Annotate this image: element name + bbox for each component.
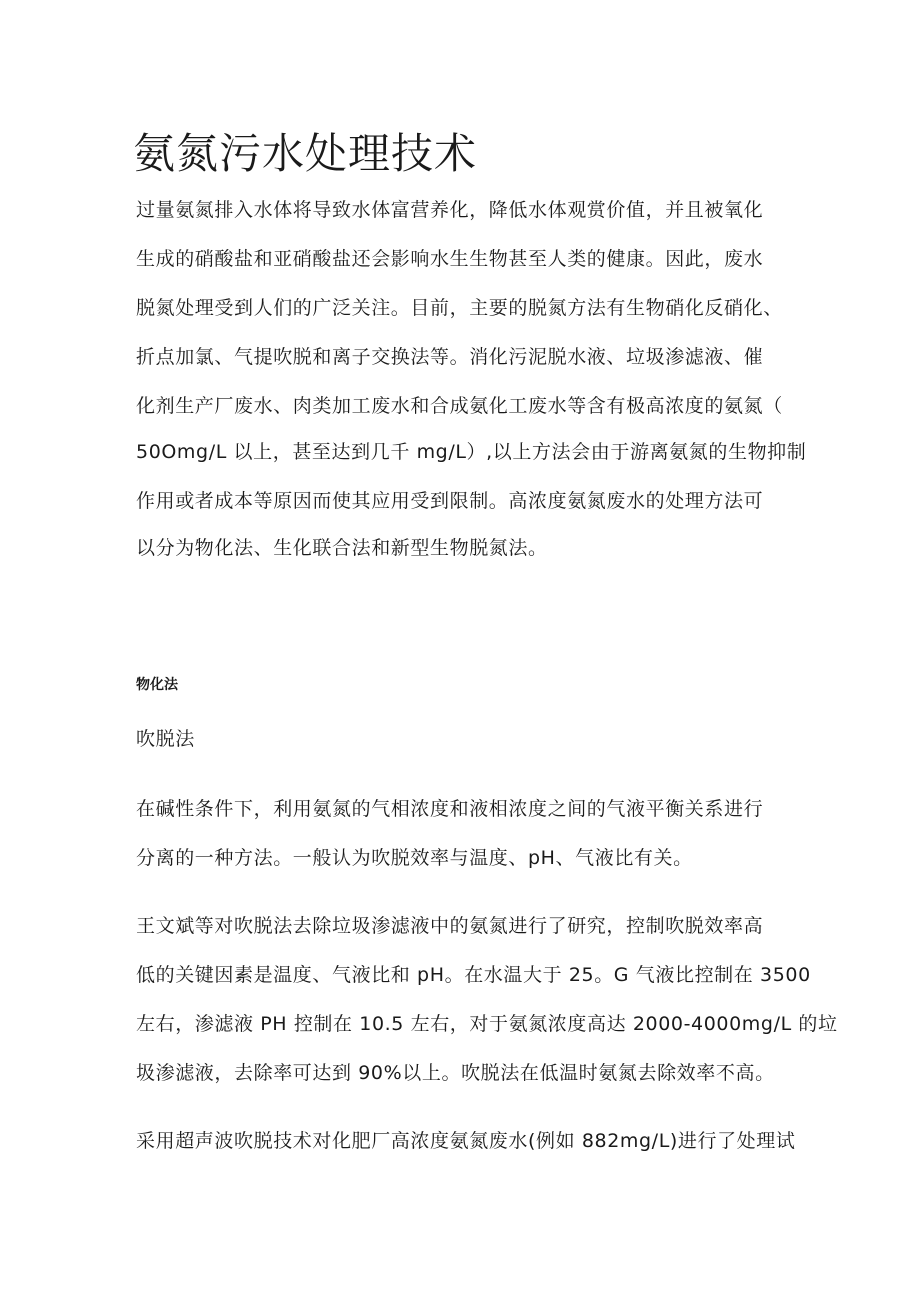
paragraph-line: 左右，渗滤液 PH 控制在 10.5 左右，对于氨氮浓度高达 2000-4000mg/L 的垃 <box>136 1013 838 1035</box>
intro-line: 以分为物化法、生化联合法和新型生物脱氮法。 <box>136 537 548 559</box>
paragraph-line: 王文斌等对吹脱法去除垃圾渗滤液中的氨氮进行了研究，控制吹脱效率高 <box>136 915 764 937</box>
paragraph-line: 在碱性条件下，利用氨氮的气相浓度和液相浓度之间的气液平衡关系进行 <box>136 798 764 820</box>
paragraph-line: 分离的一种方法。一般认为吹脱效率与温度、pH、气液比有关。 <box>136 847 693 869</box>
intro-line: 生成的硝酸盐和亚硝酸盐还会影响水生生物甚至人类的健康。因此，废水 <box>136 248 764 270</box>
intro-line: 过量氨氮排入水体将导致水体富营养化，降低水体观赏价值，并且被氧化 <box>136 199 764 221</box>
document-title: 氨氮污水处理技术 <box>133 129 478 178</box>
subsection-heading: 吹脱法 <box>136 728 195 750</box>
intro-line: 作用或者成本等原因而使其应用受到限制。高浓度氨氮废水的处理方法可 <box>136 490 764 512</box>
intro-line: 脱氮处理受到人们的广泛关注。目前，主要的脱氮方法有生物硝化反硝化、 <box>136 297 783 319</box>
intro-line: 折点加氯、气提吹脱和离子交换法等。消化污泥脱水液、垃圾渗滤液、催 <box>136 346 764 368</box>
paragraph-line: 低的关键因素是温度、气液比和 pH。在水温大于 25。G 气液比控制在 3500 <box>136 964 811 986</box>
intro-line: 化剂生产厂废水、肉类加工废水和合成氨化工废水等含有极高浓度的氨氮（ <box>136 395 783 417</box>
paragraph-line: 采用超声波吹脱技术对化肥厂高浓度氨氮废水(例如 882mg/L)进行了处理试 <box>136 1130 796 1152</box>
intro-line: 50Omg/L 以上，甚至达到几千 mg/L）,以上方法会由于游离氨氮的生物抑制 <box>136 441 807 463</box>
section-heading: 物化法 <box>136 677 178 693</box>
paragraph-line: 圾渗滤液，去除率可达到 90%以上。吹脱法在低温时氨氮去除效率不高。 <box>136 1062 775 1084</box>
